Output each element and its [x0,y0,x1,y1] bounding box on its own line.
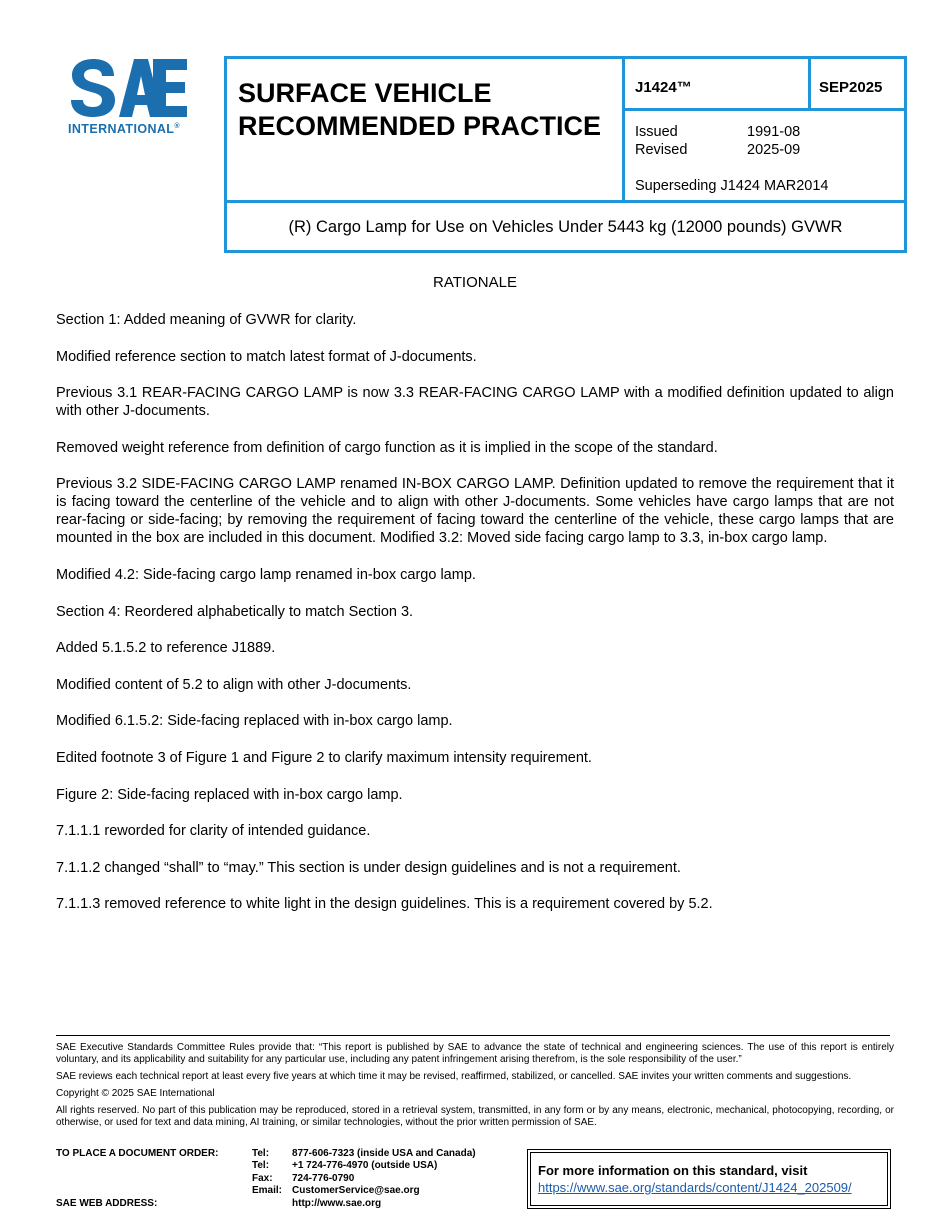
rationale-body [56,311,894,932]
header-divider [808,59,811,108]
sae-logo[interactable] [62,58,197,138]
rationale-heading: RATIONALE [433,274,517,291]
footer-divider [56,1035,890,1036]
footer-note: Copyright © 2025 SAE International [56,1087,215,1099]
document-date: SEP2025 [819,79,883,96]
document-number: J1424™ [635,79,692,96]
rationale-paragraph: Modified 6.1.5.2: Side-facing replaced with in-box cargo lamp. [56,713,453,730]
rationale-paragraph: 7.1.1.1 reworded for clarity of intended guidance. [56,823,371,840]
sae-logo-mark [67,58,187,118]
web-link[interactable]: http://www.sae.org [292,1197,382,1209]
issued-value: 1991-08 [747,124,801,140]
rationale-paragraph: Modified 4.2: Side-facing cargo lamp renamed in-box cargo lamp. [56,566,476,583]
revised-label: Revised [635,142,688,158]
order-label: TO PLACE A DOCUMENT ORDER: [56,1148,219,1159]
rationale-paragraph: Removed weight reference from definition of cargo function as it is implied in the scope of the standard. [56,439,718,456]
rationale-paragraph: 7.1.1.3 removed reference to white light in the design guidelines. This is a requirement covered by 5.2. [56,896,713,913]
web-label: SAE WEB ADDRESS: [56,1197,158,1209]
rationale-paragraph: Edited footnote 3 of Figure 1 and Figure 2 to clarify maximum intensity requirement. [56,749,592,766]
tel-intl[interactable]: +1 724-776-4970 (outside USA) [292,1160,438,1172]
document-header [224,56,907,253]
rationale-paragraph: Modified content of 5.2 to align with other J-documents. [56,676,412,693]
rationale-paragraph: Previous 3.1 REAR-FACING CARGO LAMP is now 3.3 REAR-FACING CARGO LAMP with a modified definition updated to align with other J-documents. [56,385,894,420]
fax-label: Fax: [252,1172,273,1184]
standard-link[interactable]: https://www.sae.org/standards/content/J1424_202509/ [538,1180,852,1195]
rationale-paragraph: Modified reference section to match latest format of J-documents. [56,348,477,365]
rationale-paragraph: Previous 3.2 SIDE-FACING CARGO LAMP renamed IN-BOX CARGO LAMP. Definition updated to remove the requirement that it is facing toward the centerline of the vehicle and to align with other J-documents. Some vehicles have cargo lamps that are not rear-facing or side-facing; by removing the requirement of facing toward the centerline of the vehicle, these cargo lamps that are mounted in the box are included in this document. Modified 3.2: Moved side facing cargo lamp to 3.3, in-box cargo lamp. [56,476,894,547]
footer-notes [56,1042,894,1134]
footer-note: SAE reviews each technical report at least every five years at which time it may be revised, reaffirmed, stabilized, or cancelled. SAE invites your written comments and suggestions. [56,1071,852,1082]
email-link[interactable]: CustomerService@sae.org [292,1185,420,1197]
issued-label: Issued [635,124,678,140]
rationale-paragraph: Added 5.1.5.2 to reference J1889. [56,640,276,657]
fax-number: 724-776-0790 [292,1172,355,1184]
rationale-paragraph: Section 4: Reordered alphabetically to match Section 3. [56,603,414,620]
superseding-note: Superseding J1424 MAR2014 [635,178,829,194]
rationale-paragraph: Section 1: Added meaning of GVWR for clarity. [56,312,357,328]
header-divider [227,200,904,203]
header-divider [622,59,625,200]
footer-note: SAE Executive Standards Committee Rules provide that: “This report is published by SAE to advance the state of technical and engineering sciences. The use of this report is entirely voluntary, and its applicability and suitability for any particular use, including any patent infringement arising therefrom, is the sole responsibility of the user.” [56,1042,894,1066]
document-type: SURFACE VEHICLE RECOMMENDED PRACTICE [238,78,602,141]
rationale-paragraph: Figure 2: Side-facing replaced with in-box cargo lamp. [56,786,403,803]
email-label: Email: [252,1185,283,1197]
footer-note: All rights reserved. No part of this publication may be reproduced, stored in a retrieval system, transmitted, in any form or by any means, electronic, mechanical, photocopying, recording, or otherwise, or used for text and data mining, AI training, or similar technologies, without the prior written permission of SAE. [56,1104,894,1128]
more-info-text: For more information on this standard, visit [538,1163,808,1178]
document-dates [635,123,800,159]
logo-subtitle: INTERNATIONAL® [68,122,180,136]
tel-label: Tel: [252,1160,270,1172]
tel-us[interactable]: 877-606-7323 (inside USA and Canada) [292,1148,476,1159]
document-title: (R) Cargo Lamp for Use on Vehicles Under 5443 kg (12000 pounds) GVWR [288,218,843,236]
more-info-box [527,1149,891,1209]
header-divider [625,108,907,111]
revised-value: 2025-09 [747,142,801,158]
tel-label: Tel: [252,1148,270,1159]
rationale-paragraph: 7.1.1.2 changed “shall” to “may.” This section is under design guidelines and is not a requirement. [56,859,681,876]
